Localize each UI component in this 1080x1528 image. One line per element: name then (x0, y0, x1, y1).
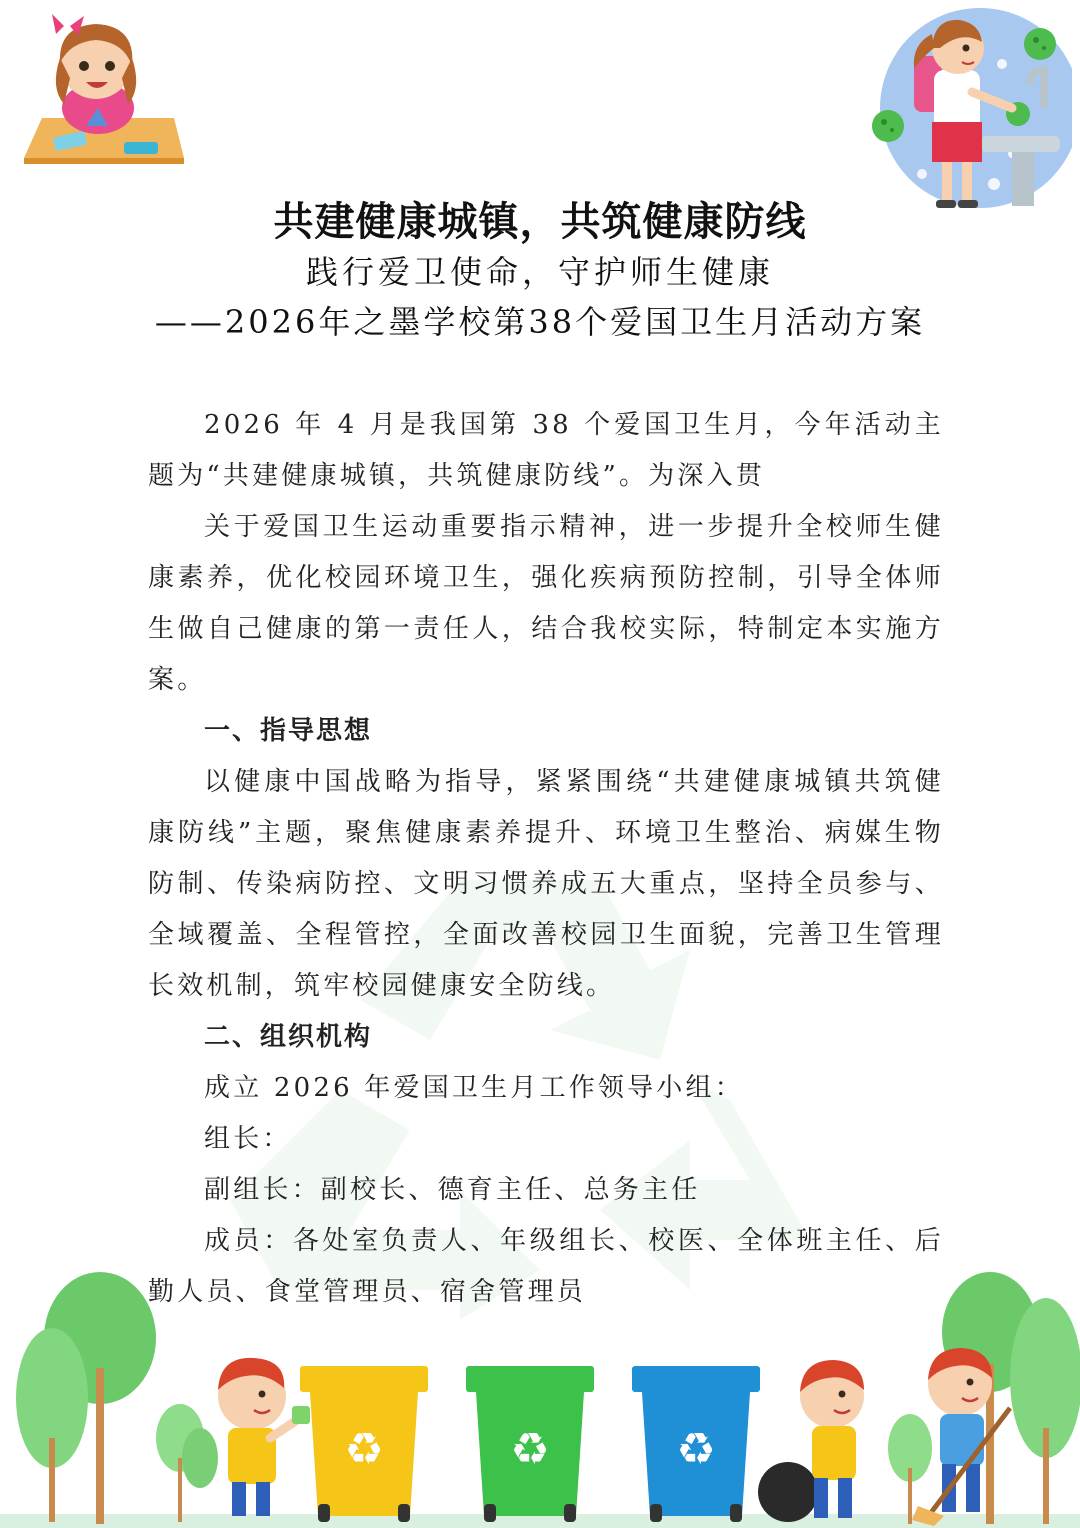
svg-text:♻: ♻ (510, 1424, 550, 1475)
members-line: 成员：各处室负责人、年级组长、校医、全体班主任、后勤人员、食堂管理员、宿舍管理员 (148, 1226, 944, 1307)
section-heading-guiding-ideology: 一、指导思想 (204, 716, 373, 746)
tree-icon (16, 1272, 218, 1524)
trash-bin-icon (300, 1366, 428, 1522)
bottom-illustration (0, 1268, 1080, 1528)
document-body (148, 400, 944, 1318)
plan-title: ——2026年之墨学校第38个爱国卫生月活动方案 (154, 303, 926, 341)
page-title: 共建健康城镇，共筑健康防线 (273, 198, 807, 245)
svg-text:♻: ♻ (344, 1424, 384, 1475)
trash-bin-icon (632, 1366, 760, 1522)
section-heading-organization: 二、组织机构 (204, 1022, 373, 1052)
child-illustration (218, 1358, 310, 1516)
girl-washing-hands-illustration (862, 4, 1072, 218)
intro-paragraph-1: 2026 年 4 月是我国第 38 个爱国卫生月，今年活动主题为“共建健康城镇，共筑健康防线”。为深入贯 (148, 410, 944, 491)
guiding-ideology-paragraph: 以健康中国战略为指导，紧紧围绕“共建健康城镇共筑健康防线”主题，聚焦健康素养提升、环境卫生整治、病媒生物防制、传染病防控、文明习惯养成五大重点，坚持全员参与、全域覆盖、全程管控，全面改善校园卫生面貌，完善卫生管理长效机制，筑牢校园健康安全防线。 (148, 767, 944, 1001)
trash-bin-icon (466, 1366, 594, 1522)
intro-paragraph-2: 关于爱国卫生运动重要指示精神，进一步提升全校师生健康素养，优化校园环境卫生，强化疾病预防控制，引导全体师生做自己健康的第一责任人，结合我校实际，特制定本实施方案。 (148, 512, 944, 695)
organization-intro-line: 成立 2026 年爱国卫生月工作领导小组： (204, 1073, 744, 1103)
trash-bag-icon (758, 1462, 818, 1522)
girl-cleaning-illustration (14, 8, 190, 170)
group-leader-line: 组长： (204, 1124, 292, 1154)
deputy-leader-line: 副组长：副校长、德育主任、总务主任 (204, 1175, 701, 1205)
svg-text:♻: ♻ (676, 1424, 716, 1475)
page-subtitle: 践行爱卫使命，守护师生健康 (305, 253, 774, 291)
